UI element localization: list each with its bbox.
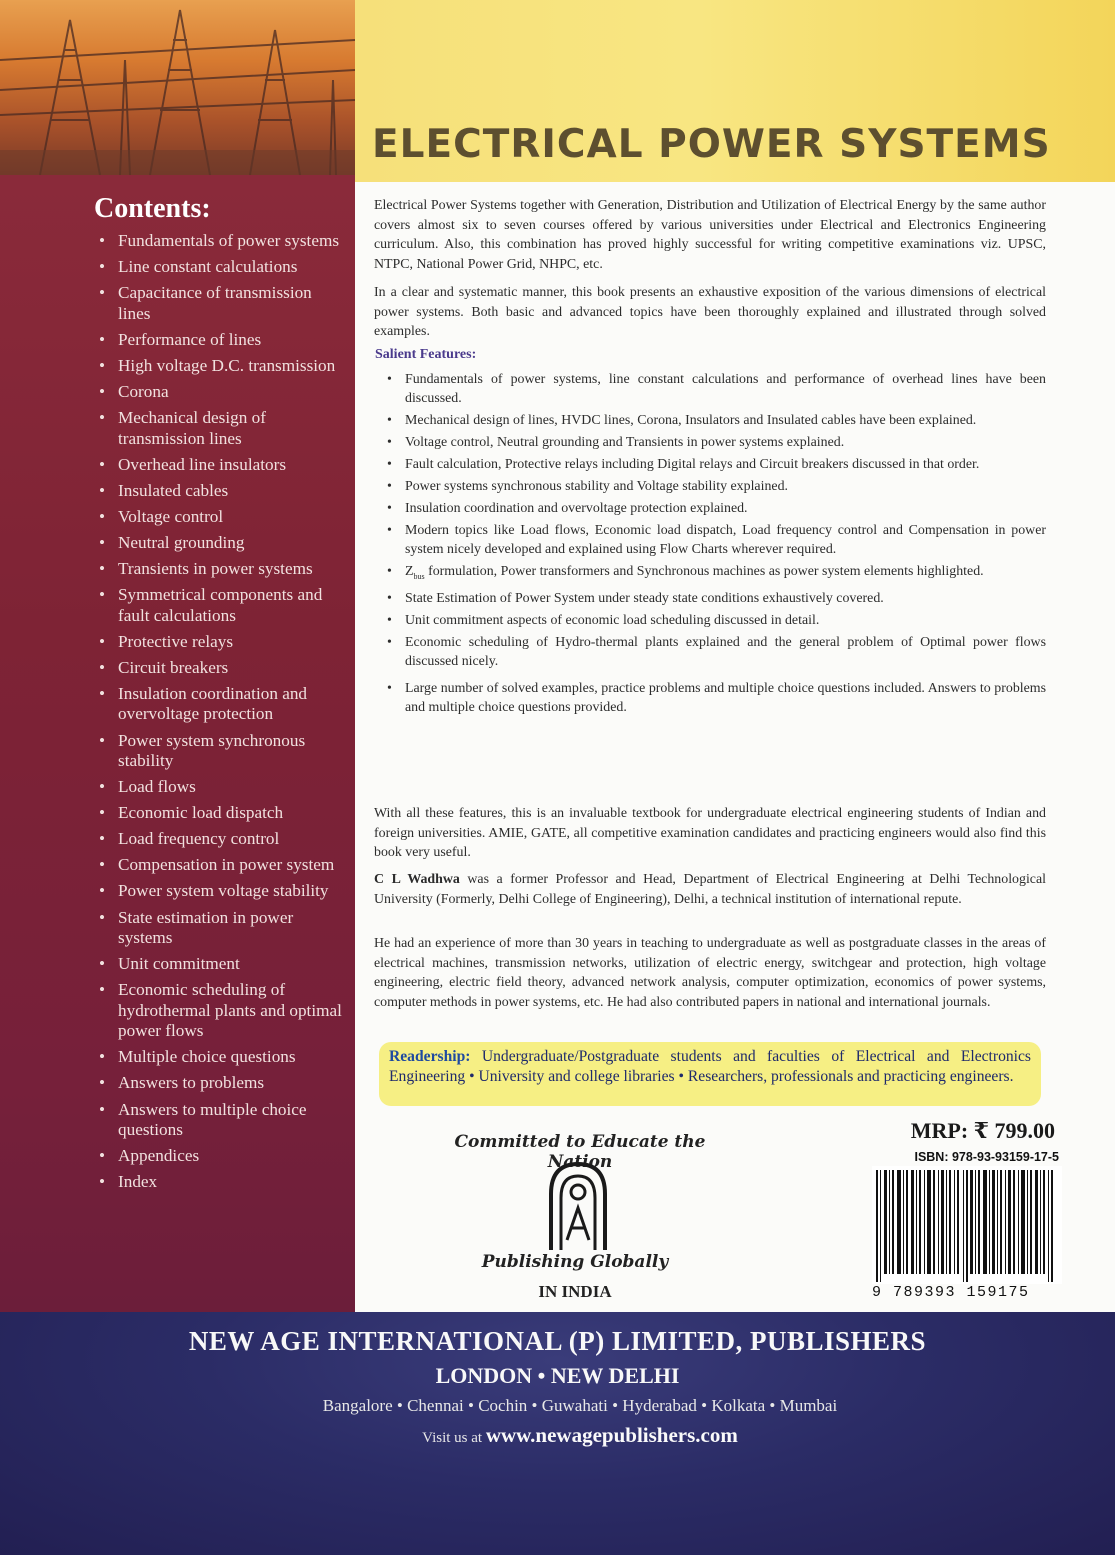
author-name: C L Wadhwa	[374, 872, 460, 887]
readership-label: Readership:	[389, 1048, 471, 1065]
author-paragraph	[374, 870, 1046, 909]
list-item: • State estimation in power systems	[98, 908, 344, 949]
readership-box	[379, 1042, 1041, 1106]
website-url: www.newagepublishers.com	[485, 1423, 738, 1447]
visit-prefix: Visit us at	[422, 1430, 486, 1446]
experience-paragraph: He had an experience of more than 30 years in teaching to undergraduate as well as postgraduate classes in the areas of electrical machines, transmission networks, utilization of electric energy, switchgear and protection, high voltage engineering, electric field theory, advanced network analysis, computer optimization, economics of power systems, computer methods in power systems, etc. He had also contributed papers in national and international journals.	[374, 936, 1046, 1010]
list-item: • Circuit breakers	[98, 658, 344, 679]
list-item: • Multiple choice questions	[98, 1047, 344, 1068]
list-item: • Load frequency control	[98, 829, 344, 850]
list-item: • Unit commitment	[98, 954, 344, 975]
list-item: • Unit commitment aspects of economic load scheduling discussed in detail.	[387, 611, 1046, 630]
publishing-globally: Publishing Globally	[481, 1252, 669, 1272]
list-item: • High voltage D.C. transmission	[98, 356, 344, 377]
publisher-logo	[545, 1160, 611, 1252]
list-item: • Transients in power systems	[98, 559, 344, 580]
intro-paragraph: Electrical Power Systems together with Generation, Distribution and Utilization of Electrical Energy by the same author covers almost six to seven courses offered by various universities under Electrical and Electronics Engineering curriculum. Also, this combination has proved highly successful for writing competitive examinations viz. UPSC, NTPC, National Power Grid, NHPC, etc.	[374, 198, 1046, 272]
readership-text: Undergraduate/Postgraduate students and faculties of Electrical and Electronics Engineering • University and college libraries • Researchers, professionals and practicing engineers.	[389, 1048, 1031, 1085]
contents-heading: Contents:	[94, 193, 211, 224]
list-item: • Capacitance of transmission lines	[98, 283, 344, 324]
author-bio: was a former Professor and Head, Department of Electrical Engineering at Delhi Technological University (Formerly, Delhi College of Engineering), Delhi, a technical institution of international repute.	[374, 872, 1046, 907]
cover-photo-transmission-towers	[0, 0, 355, 175]
contents-list	[98, 231, 344, 1198]
zbus-text: formulation, Power transformers and Synchronous machines as power system elements highlighted.	[424, 564, 984, 579]
publisher-tagline: Committed to Educate the Nation	[454, 1132, 706, 1172]
intro-paragraph: In a clear and systematic manner, this book presents an exhaustive exposition of the various dimensions of electrical power systems. Both basic and advanced topics have been thoroughly explained and illustrated through solved examples.	[374, 285, 1046, 339]
barcode-number: 9 789393 159175	[872, 1284, 1030, 1301]
branch-cities: Bangalore • Chennai • Cochin • Guwahati • Hyderabad • Kolkata • Mumbai	[322, 1396, 838, 1415]
zbus-symbol: Z	[405, 564, 414, 579]
website-line	[0, 1423, 1115, 1448]
list-item: • Performance of lines	[98, 330, 344, 351]
list-item: • Economic scheduling of Hydro-thermal plants explained and the general problem of Optimal power flows discussed nicely.	[387, 633, 1046, 671]
list-item: • Protective relays	[98, 632, 344, 653]
list-item: • Compensation in power system	[98, 855, 344, 876]
list-item: • Economic load dispatch	[98, 803, 344, 824]
closing-paragraph: With all these features, this is an invaluable textbook for undergraduate electrical engineering students of Indian and foreign universities. AMIE, GATE, all competitive examination candidates and practicing engineers would also find this book very useful.	[374, 806, 1046, 860]
publisher-cities: LONDON • NEW DELHI	[435, 1363, 680, 1388]
publisher-name: NEW AGE INTERNATIONAL (P) LIMITED, PUBLISHERS	[188, 1326, 927, 1356]
barcode-icon	[872, 1166, 1062, 1284]
list-item	[387, 562, 1046, 586]
isbn: ISBN: 978-93-93159-17-5	[914, 1150, 1059, 1164]
list-item: • Fundamentals of power systems	[98, 231, 344, 252]
description-panel	[355, 182, 1115, 1312]
list-item: • Insulation coordination and overvoltage protection explained.	[387, 499, 1046, 518]
list-item: • Index	[98, 1172, 344, 1193]
list-item: • Fundamentals of power systems, line constant calculations and performance of overhead lines have been discussed.	[387, 370, 1046, 408]
list-item: • Insulated cables	[98, 481, 344, 502]
list-item: • Large number of solved examples, practice problems and multiple choice questions included. Answers to problems and multiple choice questions provided.	[387, 679, 1046, 717]
zbus-subscript: bus	[413, 571, 425, 581]
list-item: • Load flows	[98, 777, 344, 798]
list-item: • Voltage control	[98, 507, 344, 528]
publisher-footer	[0, 1312, 1115, 1555]
list-item: • Power system voltage stability	[98, 881, 344, 902]
list-item: • Line constant calculations	[98, 257, 344, 278]
list-item: • Answers to problems	[98, 1073, 344, 1094]
list-item: • Economic scheduling of hydrothermal plants and optimal power flows	[98, 980, 344, 1042]
list-item: • Symmetrical components and fault calculations	[98, 585, 344, 626]
list-item: • Answers to multiple choice questions	[98, 1100, 344, 1141]
list-item: • Mechanical design of lines, HVDC lines, Corona, Insulators and Insulated cables have been explained.	[387, 411, 1046, 430]
book-title: ELECTRICAL POWER SYSTEMS	[372, 122, 1051, 167]
transmission-tower-illustration	[0, 0, 355, 175]
list-item: • Insulation coordination and overvoltage protection	[98, 684, 344, 725]
list-item: • State Estimation of Power System under steady state conditions exhaustively covered.	[387, 589, 1046, 608]
list-item: • Power system synchronous stability	[98, 731, 344, 772]
list-item: • Overhead line insulators	[98, 455, 344, 476]
list-item: • Fault calculation, Protective relays including Digital relays and Circuit breakers discussed in that order.	[387, 455, 1046, 474]
salient-features-heading: Salient Features:	[375, 347, 477, 362]
list-item: • Voltage control, Neutral grounding and Transients in power systems explained.	[387, 433, 1046, 452]
in-india: IN INDIA	[538, 1282, 612, 1301]
contents-sidebar	[0, 175, 355, 1312]
list-item: • Appendices	[98, 1146, 344, 1167]
list-item: • Neutral grounding	[98, 533, 344, 554]
list-item: • Corona	[98, 382, 344, 403]
list-item: • Modern topics like Load flows, Economic load dispatch, Load frequency control and Compensation in power system nicely developed and explained using Flow Charts wherever required.	[387, 521, 1046, 559]
price: MRP: ₹ 799.00	[910, 1118, 1055, 1143]
salient-features-list	[387, 370, 1046, 720]
list-item: • Power systems synchronous stability and Voltage stability explained.	[387, 477, 1046, 496]
list-item: • Mechanical design of transmission lines	[98, 408, 344, 449]
